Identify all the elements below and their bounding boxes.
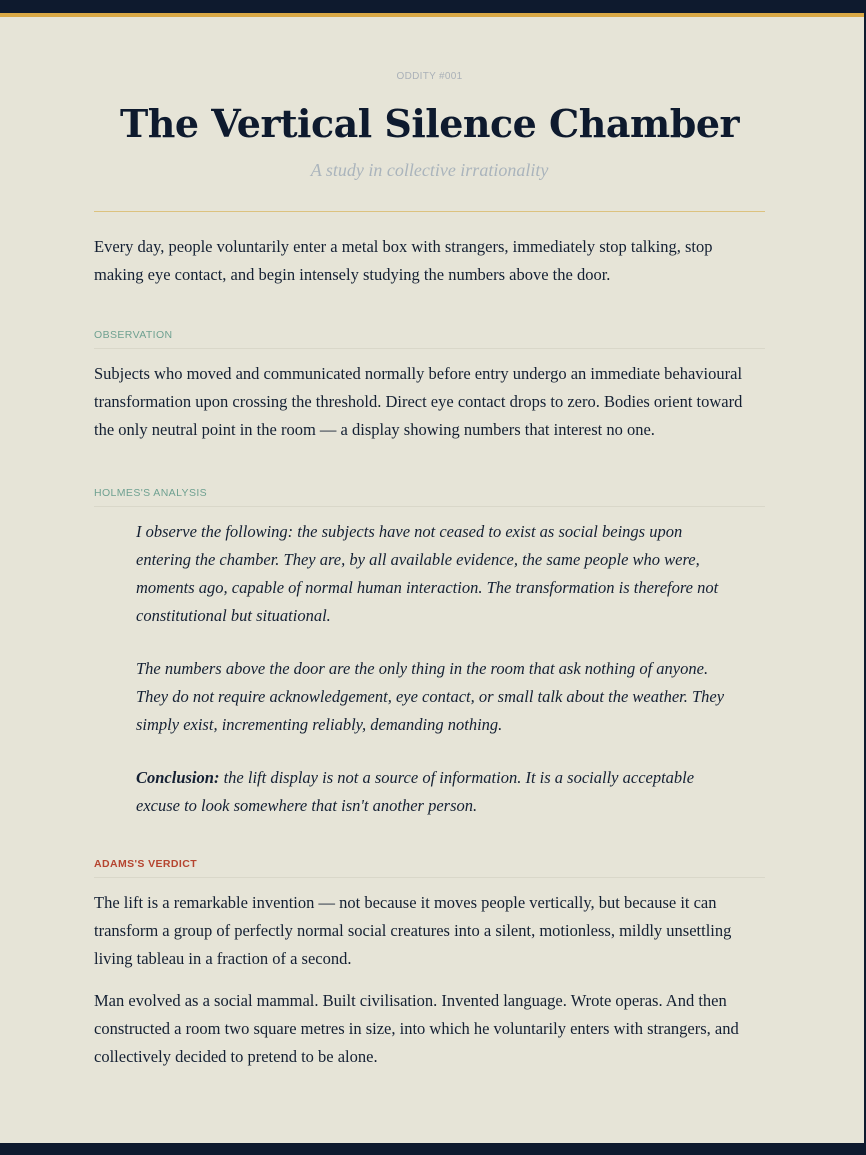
page-title: The Vertical Silence Chamber <box>119 101 740 146</box>
title-divider <box>94 211 765 212</box>
verdict-paragraph-1: The lift is a remarkable invention — not because it moves people vertically, but because it can transform a group of perfectly normal social creatures into a silent, motionless, mildly unsettling living tableau in a fraction of a second. <box>94 893 732 968</box>
bottom-bar <box>0 1143 866 1155</box>
section-label-verdict: ADAMS'S VERDICT <box>94 858 765 878</box>
top-bar <box>0 0 866 13</box>
analysis-quote-paragraph-2: The numbers above the door are the only thing in the room that ask nothing of anyone. They do not require acknowledgement, eye contact, or small talk about the weather. They simply exist, incrementing reliably, demanding nothing. <box>136 659 725 734</box>
top-accent-stripe <box>0 13 866 17</box>
verdict-paragraph-2: Man evolved as a social mammal. Built civilisation. Invented language. Wrote operas. And then constructed a room two square metres in size, into which he voluntarily enters with strangers, and collectively decided to pretend to be alone. <box>94 991 739 1066</box>
analysis-quote-paragraph-1: I observe the following: the subjects have not ceased to exist as social beings upon entering the chamber. They are, by all available evidence, the same people who were, moments ago, capable of normal human interaction. The transformation is therefore not constitutional but situational. <box>136 522 719 625</box>
section-label-observation: OBSERVATION <box>94 329 765 349</box>
section-label-analysis: HOLMES'S ANALYSIS <box>94 487 765 507</box>
intro-paragraph: Every day, people voluntarily enter a metal box with strangers, immediately stop talking, stop making eye contact, and begin intensely studying the numbers above the door. <box>94 237 713 284</box>
page-subtitle: A study in collective irrationality <box>310 160 549 180</box>
conclusion-text: the lift display is not a source of information. It is a socially acceptable excuse to look somewhere that isn't another person. <box>136 768 695 815</box>
observation-paragraph: Subjects who moved and communicated normally before entry undergo an immediate behavioural transformation upon crossing the threshold. Direct eye contact drops to zero. Bodies orient toward the only neutral point in the room — a display showing numbers that interest no one. <box>94 364 743 439</box>
conclusion-label: Conclusion: <box>136 768 220 787</box>
analysis-conclusion <box>136 764 736 820</box>
issue-kicker: ODDITY #001 <box>396 71 463 82</box>
